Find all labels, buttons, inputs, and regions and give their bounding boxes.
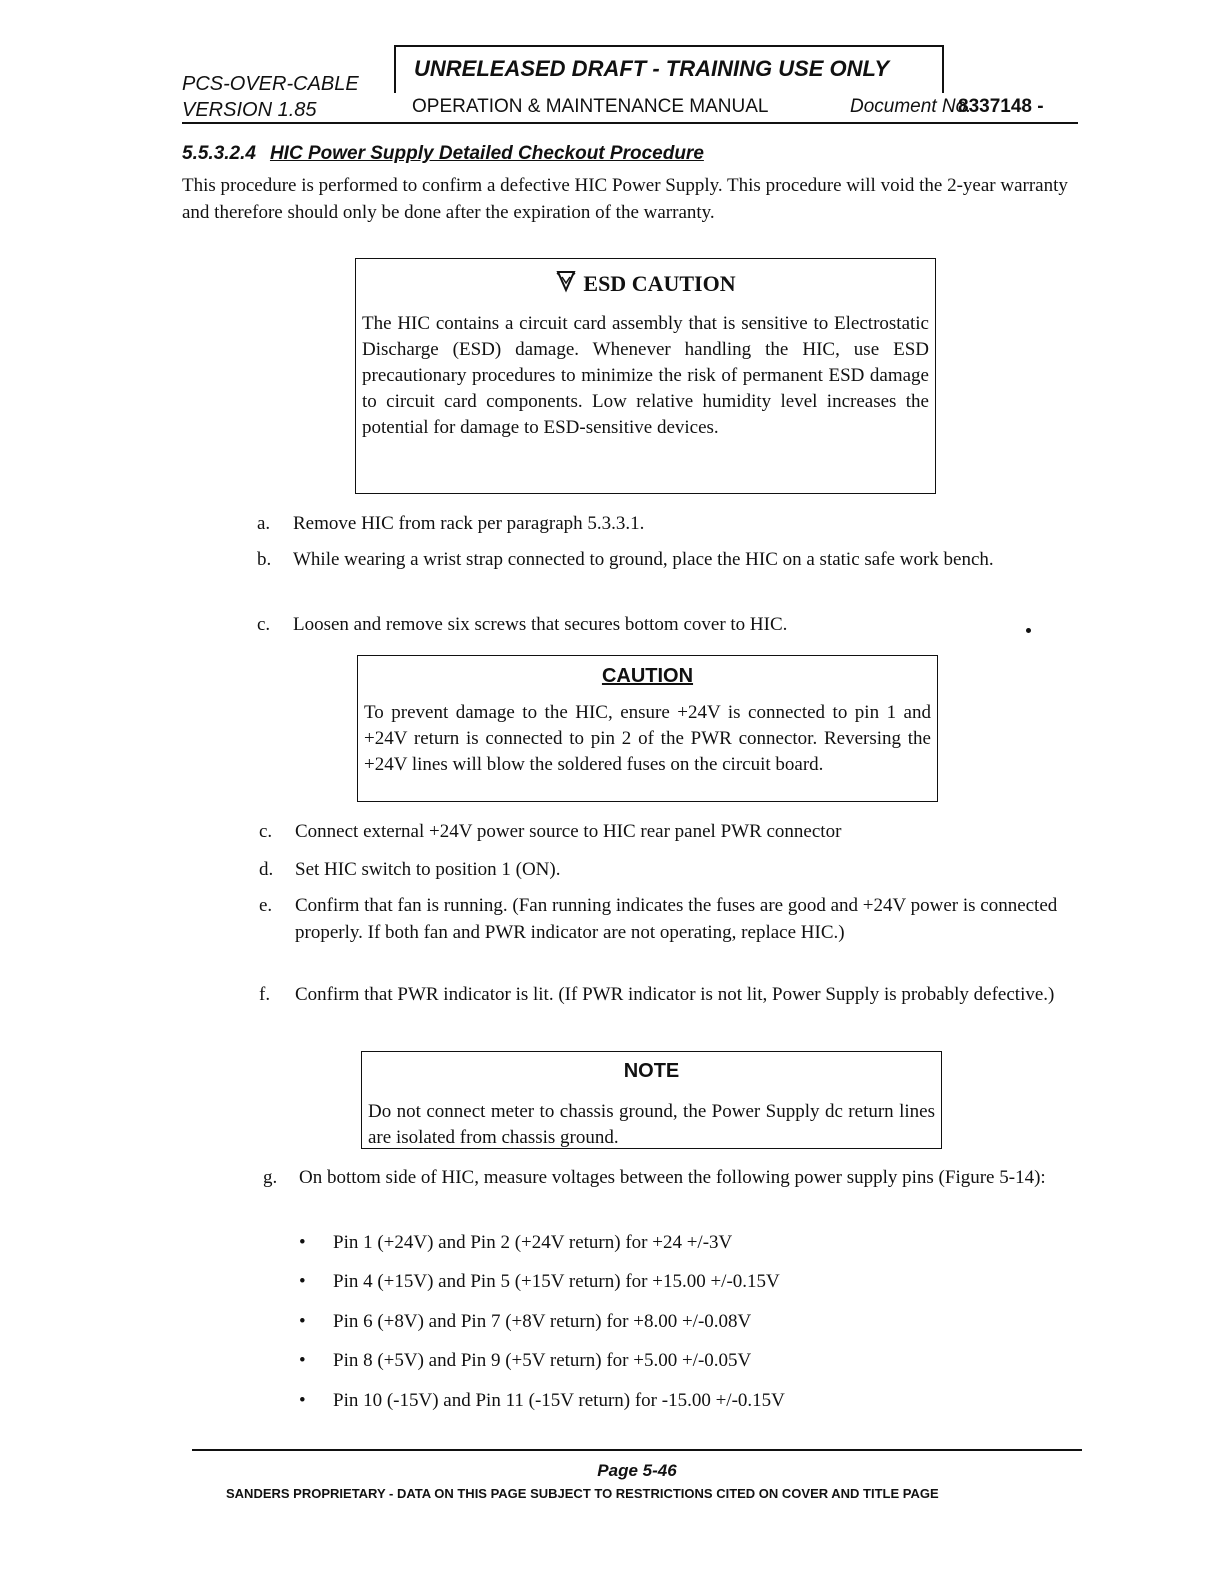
measurement-text: Pin 4 (+15V) and Pin 5 (+15V return) for +15.00 +/-0.15V xyxy=(333,1271,780,1292)
section-number: 5.5.3.2.4 xyxy=(182,143,256,164)
document-number: 8337148 - xyxy=(958,96,1044,117)
step-letter: f. xyxy=(259,984,271,1005)
draft-banner: UNRELEASED DRAFT - TRAINING USE ONLY xyxy=(414,56,890,81)
version-label: VERSION 1.85 xyxy=(182,99,317,121)
step-letter: a. xyxy=(257,513,271,534)
bullet-icon: • xyxy=(299,1350,306,1371)
measurement-text: Pin 8 (+5V) and Pin 9 (+5V return) for +5.00 +/-0.05V xyxy=(333,1350,752,1371)
step-letter: b. xyxy=(257,549,272,570)
esd-hand-icon xyxy=(555,269,577,301)
section-heading xyxy=(182,143,704,165)
caution-text: To prevent damage to the HIC, ensure +24V is connected to pin 1 and +24V return is connected to pin 2 of the PWR connector. Reversing the +24V lines will blow the soldered fuses on the circuit board. xyxy=(364,702,931,775)
footer-rule xyxy=(192,1449,1082,1451)
header-rule xyxy=(182,122,1078,124)
step-text: Connect external +24V power source to HIC rear panel PWR connector xyxy=(295,821,842,842)
note-box xyxy=(361,1051,942,1149)
caution-title: CAUTION xyxy=(601,665,694,687)
step-text: Confirm that fan is running. (Fan running indicates the fuses are good and +24V power is connected properly. If both fan and PWR indicator are not operating, replace HIC.) xyxy=(295,895,1058,943)
measurement-text: Pin 1 (+24V) and Pin 2 (+24V return) for +24 +/-3V xyxy=(333,1232,733,1253)
esd-caution-heading xyxy=(356,269,935,301)
step-letter: g. xyxy=(263,1167,278,1188)
bullet-icon: • xyxy=(299,1311,306,1332)
note-title: NOTE xyxy=(623,1060,680,1082)
measurement-text: Pin 6 (+8V) and Pin 7 (+8V return) for +8.00 +/-0.08V xyxy=(333,1311,752,1332)
step-text: Remove HIC from rack per paragraph 5.3.3.1. xyxy=(293,513,645,534)
step-letter: d. xyxy=(259,859,274,880)
step-text: On bottom side of HIC, measure voltages between the following power supply pins (Figure 5-14): xyxy=(299,1167,1046,1188)
step-letter: c. xyxy=(257,614,271,635)
intro-paragraph: This procedure is performed to confirm a defective HIC Power Supply. This procedure will void the 2-year warranty and therefore should only be done after the expiration of the warranty. xyxy=(182,175,1068,223)
page-number: Page 5-46 xyxy=(597,1461,677,1480)
step-text: Loosen and remove six screws that secures bottom cover to HIC. xyxy=(293,614,788,635)
manual-title: OPERATION & MAINTENANCE MANUAL xyxy=(412,96,769,117)
esd-caution-box xyxy=(355,258,936,494)
step-text: Confirm that PWR indicator is lit. (If PWR indicator is not lit, Power Supply is probably defective.) xyxy=(295,984,1055,1005)
step-text: Set HIC switch to position 1 (ON). xyxy=(295,859,561,880)
esd-caution-title: ESD CAUTION xyxy=(583,271,736,296)
step-text: While wearing a wrist strap connected to ground, place the HIC on a static safe work bench. xyxy=(293,549,994,570)
document-number-label: Document No. xyxy=(850,96,972,117)
bullet-icon: • xyxy=(299,1390,306,1411)
step-letter: e. xyxy=(259,895,273,916)
bullet-icon: • xyxy=(299,1271,306,1292)
measurement-text: Pin 10 (-15V) and Pin 11 (-15V return) for -15.00 +/-0.15V xyxy=(333,1390,785,1411)
stray-mark xyxy=(1026,628,1031,633)
proprietary-notice: SANDERS PROPRIETARY - DATA ON THIS PAGE SUBJECT TO RESTRICTIONS CITED ON COVER AND TITLE PAGE xyxy=(226,1486,939,1501)
caution-box xyxy=(357,655,938,802)
esd-caution-text: The HIC contains a circuit card assembly that is sensitive to Electrostatic Discharge (ESD) damage. Whenever handling the HIC, use ESD precautionary procedures to minimize the risk of permanent ESD damage to circuit card components. Low relative humidity level increases the potential for damage to ESD-sensitive devices. xyxy=(362,313,929,438)
product-name: PCS-OVER-CABLE xyxy=(182,73,359,95)
step-letter: c. xyxy=(259,821,273,842)
section-title: HIC Power Supply Detailed Checkout Procedure xyxy=(269,143,704,164)
note-text: Do not connect meter to chassis ground, the Power Supply dc return lines are isolated from chassis ground. xyxy=(368,1101,935,1148)
bullet-icon: • xyxy=(299,1232,306,1253)
